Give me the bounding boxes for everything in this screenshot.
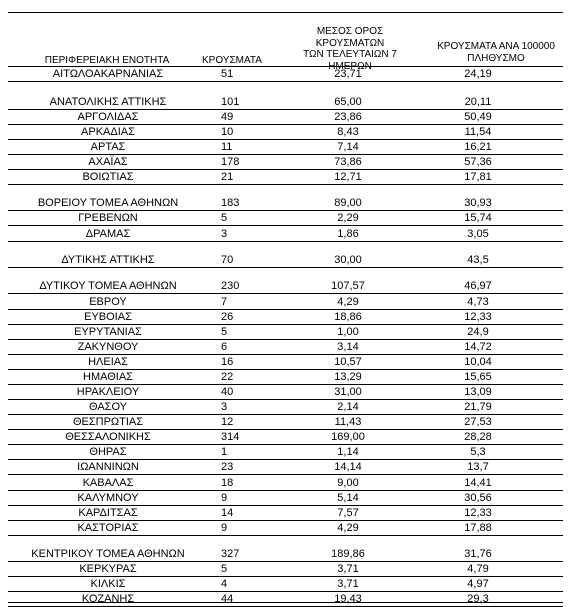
per100k-cell: 16,21 [464,141,492,153]
per100k-cell: 13,7 [467,461,489,473]
cases-cell: 4 [221,578,228,590]
per100k-cell: 14,41 [464,477,492,489]
per100k-cell: 4,73 [467,296,489,308]
cases-cell: 11 [221,141,233,153]
per100k-cell: 13,09 [464,386,492,398]
table-row [8,95,564,109]
table-row [8,370,564,384]
per100k-cell: 21,79 [464,401,492,413]
cases-cell: 327 [221,548,240,560]
per100k-cell: 27,53 [464,416,492,428]
cases-cell: 21 [221,171,234,183]
cases-cell: 16 [221,356,234,368]
table-row [8,562,564,576]
row-rule [8,535,563,536]
cases-cell: 12 [221,416,234,428]
region-cell: ΙΩΑΝΝΙΝΩΝ [77,461,139,473]
per100k-cell: 12,33 [464,507,492,519]
region-cell: ΚΑΡΔΙΤΣΑΣ [78,507,138,519]
table-row [8,491,564,505]
per100k-cell: 5,3 [470,446,486,458]
per100k-cell: 50,49 [464,111,492,123]
avg-cell: 23,86 [334,111,362,123]
row-rule [8,293,563,294]
region-cell: ΕΒΡΟΥ [89,296,127,308]
region-cell: ΚΕΝΤΡΙΚΟΥ ΤΟΜΕΑ ΑΘΗΝΩΝ [31,548,185,560]
table-row [8,125,564,139]
per100k-cell: 4,79 [467,563,489,575]
region-cell: ΘΕΣΠΡΩΤΙΑΣ [72,416,144,428]
avg-cell: 65,00 [334,96,362,108]
avg-cell: 1,00 [337,326,359,338]
cases-cell: 70 [221,254,234,266]
table-row [8,295,564,309]
table-row [8,340,564,354]
region-cell: ΔΥΤΙΚΟΥ ΤΟΜΕΑ ΑΘΗΝΩΝ [39,280,177,292]
region-cell: ΑΙΤΩΛΟΑΚΑΡΝΑΝΙΑΣ [52,68,164,80]
cases-cell: 314 [221,431,240,443]
table-row [8,521,564,535]
table-row [8,279,564,293]
cases-cell: 5 [221,326,228,338]
avg-cell: 9,00 [337,477,359,489]
row-rule [8,474,563,475]
per100k-cell: 20,11 [464,96,492,108]
avg-cell: 169,00 [331,431,365,443]
cases-cell: 101 [221,96,240,108]
avg-cell: 189,86 [331,548,365,560]
top-rule [8,12,563,13]
row-rule [8,184,563,185]
header-per100k [426,41,566,64]
header-region: ΠΕΡΙΦΕΡΕΙΑΚΗ ΕΝΟΤΗΤΑ [44,55,170,66]
table-row [8,547,564,561]
avg-cell: 8,43 [337,126,359,138]
avg-cell: 1,14 [337,446,359,458]
header-avg-line2: ΤΩΝ ΤΕΛΕΥΤΑΙΩΝ 7 [303,49,397,60]
cases-cell: 178 [221,156,240,168]
cases-cell: 44 [221,593,234,605]
per100k-cell: 15,74 [464,212,492,224]
region-cell: ΗΛΕΙΑΣ [88,356,128,368]
region-cell: ΗΡΑΚΛΕΙΟΥ [76,386,140,398]
row-rule [8,81,563,82]
table-row [8,506,564,520]
cases-cell: 3 [221,401,228,413]
avg-cell: 107,57 [331,280,365,292]
table-row [8,445,564,459]
table-row [8,400,564,414]
cases-cell: 22 [221,371,234,383]
per100k-cell: 46,97 [464,280,492,292]
table-row [8,415,564,429]
avg-cell: 3,71 [337,578,359,590]
per100k-cell: 3,05 [467,228,489,240]
header-avg-line1: ΜΕΣΟΣ ΟΡΟΣ ΚΡΟΥΣΜΑΤΩΝ [315,26,385,49]
per100k-cell: 57,36 [464,156,492,168]
region-cell: ΖΑΚΥΝΘΟΥ [77,341,139,353]
per100k-cell: 29,3 [467,593,489,605]
table-row [8,385,564,399]
region-cell: ΚΑΒΑΛΑΣ [82,477,134,489]
cases-cell: 23 [221,461,234,473]
table-row [8,430,564,444]
region-cell: ΒΟΙΩΤΙΑΣ [82,171,134,183]
table-row [8,310,564,324]
row-rule [8,267,563,268]
region-cell: ΘΕΣΣΑΛΟΝΙΚΗΣ [65,431,151,443]
table-row [8,476,564,490]
table-row [8,140,564,154]
cases-cell: 9 [221,522,228,534]
avg-cell: 4,29 [337,296,359,308]
per100k-cell: 31,76 [464,548,492,560]
avg-cell: 89,00 [334,197,362,209]
region-cell: ΒΟΡΕΙΟΥ ΤΟΜΕΑ ΑΘΗΝΩΝ [37,197,179,209]
per100k-cell: 17,88 [464,522,492,534]
region-cell: ΔΡΑΜΑΣ [85,228,131,240]
per100k-cell: 4,97 [467,578,489,590]
table-row [8,460,564,474]
per100k-cell: 43,5 [467,254,489,266]
cases-cell: 14 [221,507,234,519]
per100k-cell: 30,93 [464,197,492,209]
table-row [8,227,564,241]
cases-cell: 6 [221,341,228,353]
region-cell: ΔΥΤΙΚΗΣ ΑΤΤΙΚΗΣ [61,254,155,266]
row-rule [8,225,563,226]
avg-cell: 13,29 [334,371,362,383]
cases-cell: 230 [221,280,240,292]
header-row [8,26,564,72]
table-row [8,155,564,169]
cases-cell: 7 [221,296,228,308]
region-cell: ΘΑΣΟΥ [88,401,128,413]
avg-cell: 4,29 [337,522,359,534]
avg-cell: 14,14 [334,461,362,473]
region-cell: ΑΡΓΟΛΙΔΑΣ [77,111,139,123]
avg-cell: 18,86 [334,311,362,323]
cases-cell: 1 [221,446,228,458]
avg-cell: 3,14 [337,341,359,353]
region-cell: ΑΡΤΑΣ [90,141,126,153]
table-row [8,253,564,267]
avg-cell: 7,57 [337,507,359,519]
per100k-cell: 15,65 [464,371,492,383]
per100k-cell: 24,9 [467,326,489,338]
avg-cell: 2,29 [337,212,359,224]
cases-cell: 49 [221,111,234,123]
avg-cell: 2,14 [337,401,359,413]
cases-cell: 51 [221,68,234,80]
table-row [8,592,564,606]
avg-cell: 5,14 [337,492,359,504]
avg-cell: 23,71 [334,68,362,80]
avg-cell: 19,43 [334,593,362,605]
region-cell: ΚΙΛΚΙΣ [90,578,126,590]
cases-cell: 183 [221,197,240,209]
cases-cell: 10 [221,126,234,138]
avg-cell: 7,14 [337,141,359,153]
per100k-cell: 12,33 [464,311,492,323]
avg-cell: 12,71 [334,171,362,183]
table-row [8,325,564,339]
table-row [8,196,564,210]
avg-cell: 3,71 [337,563,359,575]
region-cell: ΕΥΡΥΤΑΝΙΑΣ [74,326,142,338]
avg-cell: 31,00 [334,386,362,398]
per100k-cell: 28,28 [464,431,492,443]
cases-cell: 26 [221,311,234,323]
region-cell: ΑΧΑΪΑΣ [88,156,128,168]
header-per100k-line2: ΠΛΗΘΥΣΜΟ [467,52,525,64]
table-row [8,170,564,184]
avg-cell: 10,57 [334,356,362,368]
region-cell: ΚΕΡΚΥΡΑΣ [79,563,137,575]
header-avg-line3: ΗΜΕΡΩΝ [328,60,372,72]
avg-cell: 1,86 [337,228,359,240]
region-cell: ΑΡΚΑΔΙΑΣ [81,126,135,138]
cases-cell: 3 [221,228,228,240]
row-rule [8,241,563,242]
avg-cell: 30,00 [334,254,362,266]
per100k-cell: 30,56 [464,492,492,504]
region-cell: ΑΝΑΤΟΛΙΚΗΣ ΑΤΤΙΚΗΣ [49,96,167,108]
region-cell: ΗΜΑΘΙΑΣ [83,371,133,383]
per100k-cell: 10,04 [464,356,492,368]
cases-cell: 5 [221,563,228,575]
table-row [8,577,564,591]
per100k-cell: 17,81 [464,171,492,183]
header-cases: ΚΡΟΥΣΜΑΤΑ [202,55,262,66]
table-row [8,211,564,225]
region-cell: ΕΥΒΟΙΑΣ [84,311,132,323]
header-per100k-line1: ΚΡΟΥΣΜΑΤΑ ΑΝΑ 100000 [437,41,555,52]
region-cell: ΓΡΕΒΕΝΩΝ [78,212,138,224]
region-cell: ΚΑΣΤΟΡΙΑΣ [77,522,139,534]
region-cell: ΘΗΡΑΣ [89,446,127,458]
avg-cell: 73,86 [334,156,362,168]
cases-cell: 5 [221,212,228,224]
region-cell: ΚΑΛΥΜΝΟΥ [77,492,139,504]
table-row [8,110,564,124]
per100k-cell: 24,19 [464,68,492,80]
cases-cell: 9 [221,492,228,504]
region-cell: ΚΟΖΑΝΗΣ [81,593,135,605]
table-row [8,355,564,369]
cases-cell: 40 [221,386,234,398]
table-row [8,67,564,81]
bottom-rule [8,602,563,603]
per100k-cell: 11,54 [464,126,492,138]
per100k-cell: 14,72 [464,341,492,353]
cases-cell: 18 [221,477,234,489]
avg-cell: 11,43 [334,416,362,428]
